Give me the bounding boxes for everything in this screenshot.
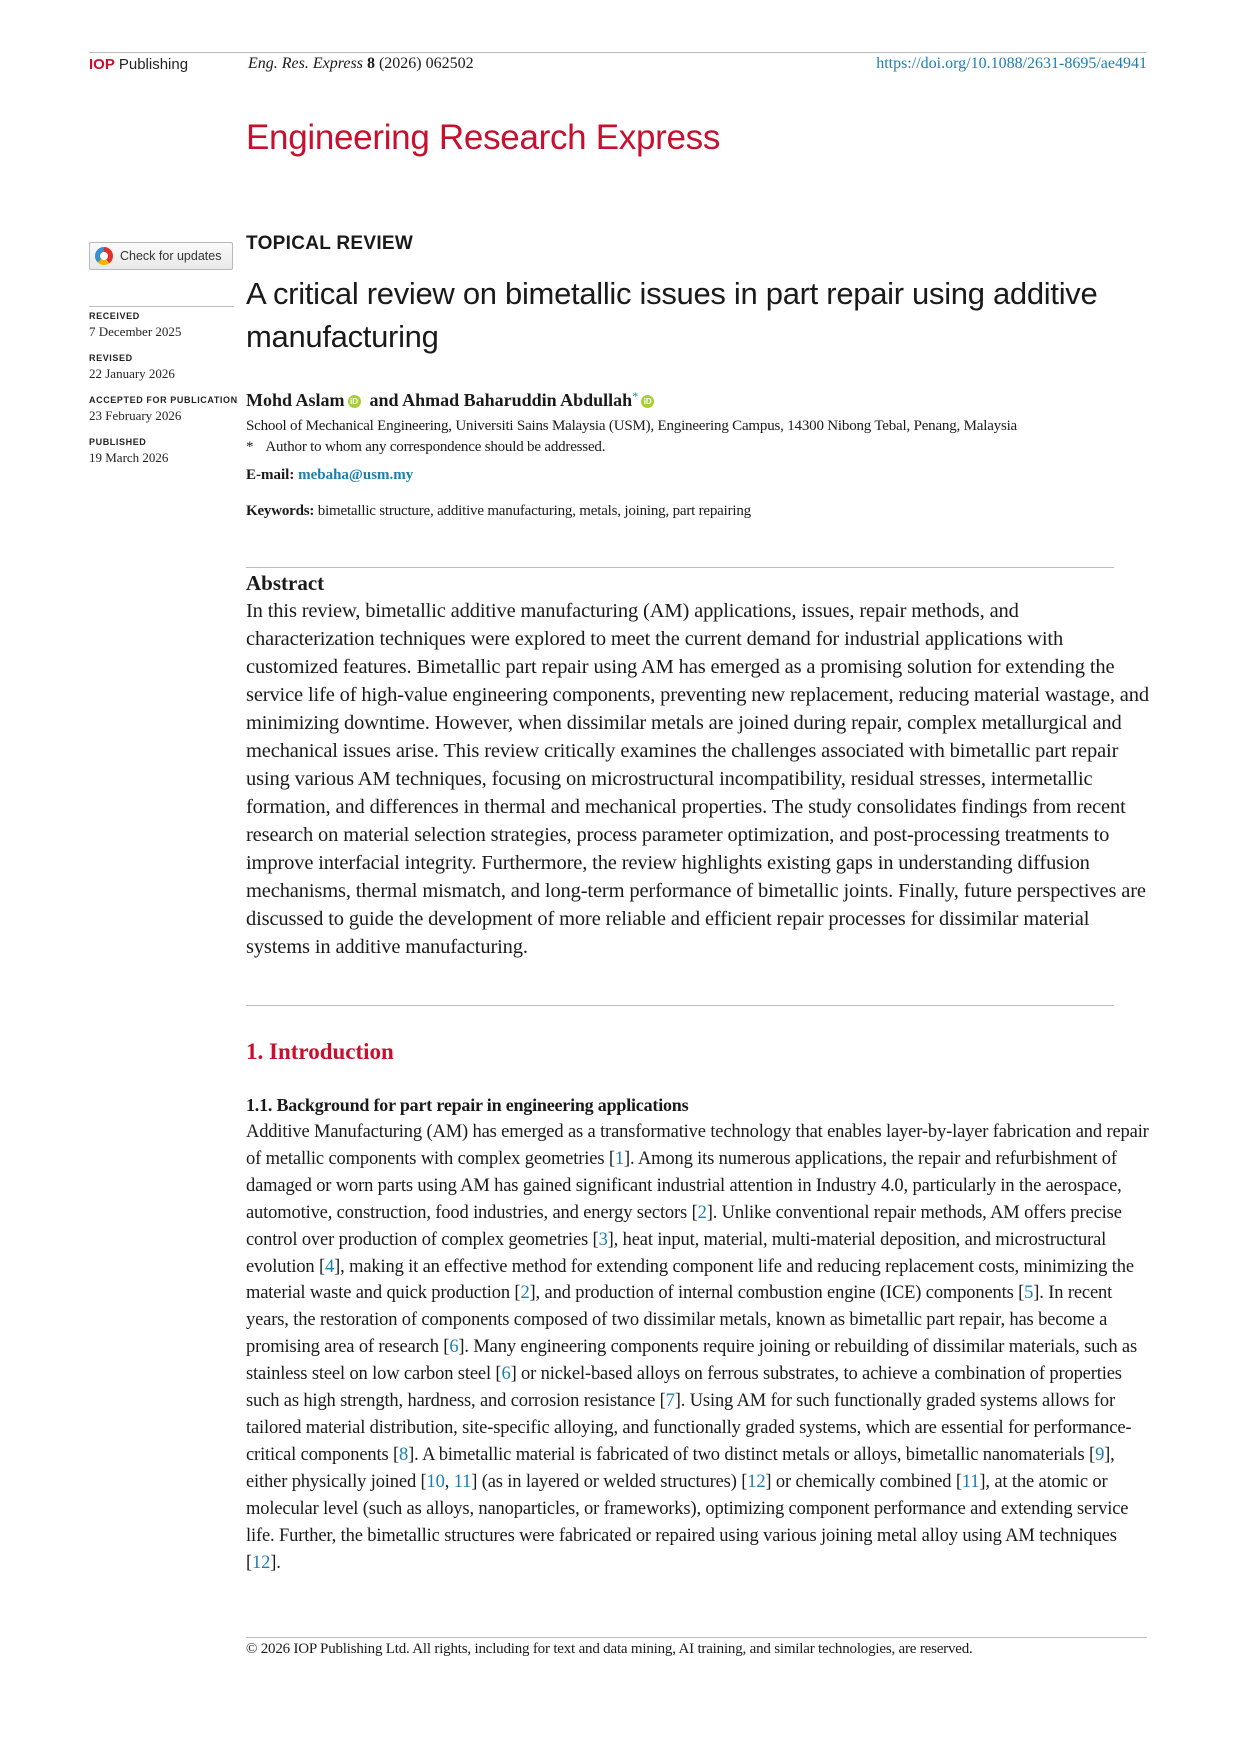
- citation-link[interactable]: 6: [449, 1337, 459, 1358]
- article-type: TOPICAL REVIEW: [246, 233, 414, 254]
- body-text-run: ]. Unlike conventional repair methods, AM offers precise control over production of complex geometries [: [246, 1202, 1122, 1250]
- keywords-text: bimetallic structure, additive manufacturing, metals, joining, part repairing: [317, 503, 751, 519]
- subsection-heading: 1.1. Background for part repair in engineering applications: [246, 1095, 689, 1115]
- body-text-run: ] or nickel-based alloys on ferrous substrates, to achieve a combination of properties such as high strength, hardness, and corrosion resistance [: [246, 1364, 1122, 1412]
- body-text-run: ], either physically joined [: [246, 1444, 1115, 1492]
- publisher-logo-text: Publishing: [118, 56, 189, 73]
- footer-rule: [246, 1637, 1147, 1638]
- corresponding-note: [246, 439, 605, 456]
- date-received: [89, 311, 238, 340]
- body-paragraph: [246, 1119, 1151, 1576]
- article-title: A critical review on bimetallic issues in part repair using additive manufacturing: [246, 276, 1098, 354]
- journal-abbrev: Eng. Res. Express: [248, 55, 363, 72]
- corresponding-note-mark: *: [246, 439, 254, 455]
- citation-link[interactable]: 8: [399, 1444, 409, 1465]
- citation-link[interactable]: 2: [520, 1283, 530, 1304]
- crossmark-icon: [95, 247, 113, 265]
- header-rule: [89, 52, 1147, 53]
- body-text-run: ]. Among its numerous applications, the repair and refurbishment of damaged or worn parts using AM has gained significant industrial attention in Industry 4.0, particularly in the aerospace, automotive, construction, food industries, and energy sectors [: [246, 1148, 1122, 1223]
- volume: 8: [366, 55, 375, 72]
- date-accepted: [89, 395, 238, 424]
- body-text-run: ]. A bimetallic material is fabricated of two distinct metals or alloys, bimetallic nanomaterials [: [408, 1444, 1096, 1465]
- body-text-run: ] or chemically combined [: [765, 1471, 962, 1492]
- body-text-run: ], making it an effective method for extending component life and reducing replacement costs, minimizing the material waste and quick production [: [246, 1256, 1134, 1304]
- abstract-text: In this review, bimetallic additive manufacturing (AM) applications, issues, repair methods, and characterization techniques were explored to meet the current demand for industrial applications with customized features. Bimetallic part repair using AM has emerged as a promising solution for extending the service life of high-value engineering components, preventing new replacement, reducing material wastage, and minimizing downtime. However, when dissimilar metals are joined during repair, complex metallurgical and mechanical issues arise. This review critically examines the challenges associated with bimetallic part repair using various AM techniques, focusing on microstructural incompatibility, residual stresses, intermetallic formation, and differences in thermal and mechanical properties. The study consolidates findings from recent research on material selection strategies, process parameter optimization, and post-processing treatments to improve interfacial integrity. Furthermore, the review highlights existing gaps in understanding diffusion mechanisms, thermal mismatch, and long-term performance of bimetallic joints. Finally, future perspectives are discussed to guide the development of more reliable and efficient repair processes for dissimilar material systems in additive manufacturing.: [246, 600, 1149, 958]
- corresponding-note-text: Author to whom any correspondence should be addressed.: [265, 439, 606, 455]
- email-link[interactable]: mebaha@usm.my: [298, 467, 414, 483]
- body-text-run: ]. Many engineering components require joining or rebuilding of dissimilar materials, such as stainless steel on low carbon steel [: [246, 1337, 1138, 1385]
- copyright-footer: © 2026 IOP Publishing Ltd. All rights, including for text and data mining, AI training, and similar technologies, are reserved.: [246, 1641, 973, 1657]
- date-value: 19 March 2026: [89, 450, 169, 465]
- keywords-line: [246, 503, 751, 520]
- journal-title: Engineering Research Express: [246, 118, 721, 157]
- citation-link[interactable]: 1: [614, 1148, 624, 1169]
- citation-link[interactable]: 6: [501, 1364, 511, 1385]
- citation-link[interactable]: 11: [453, 1471, 472, 1492]
- citation-link[interactable]: 5: [1024, 1283, 1034, 1304]
- body-text-run: ]. In recent years, the restoration of components composed of two dissimilar metals, known as bimetallic part repair, has become a promising area of research [: [246, 1283, 1113, 1358]
- citation-link[interactable]: 7: [665, 1391, 675, 1412]
- citation-link[interactable]: 3: [598, 1229, 608, 1250]
- date-value: 23 February 2026: [89, 408, 182, 423]
- body-text-run: ].: [270, 1552, 281, 1573]
- citation-link[interactable]: 9: [1095, 1444, 1105, 1465]
- corresponding-mark[interactable]: *: [632, 389, 639, 403]
- year-number: (2026) 062502: [378, 55, 474, 72]
- body-text-run: ]. Using AM for such functionally graded systems allows for tailored material distribution, site-specific alloying, and functionally graded systems, which are essential for performance-critical components [: [246, 1391, 1132, 1465]
- author-name[interactable]: Ahmad Baharuddin Abdullah: [402, 390, 633, 410]
- affiliation: School of Mechanical Engineering, Universiti Sains Malaysia (USM), Engineering Campus, 14300 Nibong Tebal, Penang, Malaysia: [246, 418, 1018, 434]
- abstract-rule-bottom: [246, 1005, 1114, 1006]
- author-separator: and: [369, 390, 399, 410]
- body-text-run: ,: [444, 1471, 454, 1492]
- date-label: REVISED: [89, 353, 133, 363]
- doi-link[interactable]: https://doi.org/10.1088/2631-8695/ae4941: [876, 55, 1147, 72]
- section-heading: 1. Introduction: [246, 1039, 394, 1064]
- author-list: [246, 389, 654, 411]
- email-label: E-mail:: [246, 467, 295, 483]
- keywords-label: Keywords:: [246, 503, 315, 519]
- abstract-heading: Abstract: [246, 571, 325, 595]
- citation-link[interactable]: 10: [426, 1471, 445, 1492]
- body-text-run: Additive Manufacturing (AM) has emerged as a transformative technology that enables layer-by-layer fabrication and repair of metallic components with complex geometries [: [246, 1122, 1149, 1169]
- date-label: ACCEPTED FOR PUBLICATION: [89, 395, 238, 405]
- dates-rule: [89, 306, 234, 307]
- date-revised: [89, 353, 238, 382]
- author-name[interactable]: Mohd Aslam: [246, 390, 345, 410]
- abstract-rule-top: [246, 567, 1114, 568]
- orcid-icon[interactable]: iD: [348, 395, 361, 408]
- citation-link[interactable]: 2: [697, 1202, 707, 1223]
- date-value: 22 January 2026: [89, 366, 175, 381]
- check-for-updates-label: Check for updates: [120, 249, 222, 263]
- citation: [248, 55, 474, 73]
- publisher-logo-mark: IOP: [89, 56, 115, 73]
- check-for-updates-button[interactable]: [89, 242, 233, 270]
- date-value: 7 December 2025: [89, 324, 182, 339]
- citation-link[interactable]: 11: [961, 1471, 980, 1492]
- publication-dates: [89, 311, 238, 479]
- body-text-run: ], and production of internal combustion engine (ICE) components [: [529, 1283, 1025, 1304]
- date-label: PUBLISHED: [89, 437, 147, 447]
- date-published: [89, 437, 238, 466]
- citation-link[interactable]: 12: [747, 1471, 766, 1492]
- body-text-run: ], heat input, material, multi-material deposition, and microstructural evolution [: [246, 1229, 1107, 1277]
- body-text-run: ] (as in layered or welded structures) [: [471, 1471, 748, 1492]
- date-label: RECEIVED: [89, 311, 140, 321]
- body-text-run: ], at the atomic or molecular level (such as alloys, nanoparticles, or frameworks), optimizing component performance and extending service life. Further, the bimetallic structures were fabricated or repaired using various joining metal alloy using AM techniques [: [246, 1471, 1129, 1573]
- citation-link[interactable]: 12: [252, 1552, 271, 1573]
- orcid-icon[interactable]: iD: [641, 395, 654, 408]
- citation-link[interactable]: 4: [325, 1256, 335, 1277]
- email-line: [246, 467, 413, 484]
- publisher-logo[interactable]: [89, 56, 188, 73]
